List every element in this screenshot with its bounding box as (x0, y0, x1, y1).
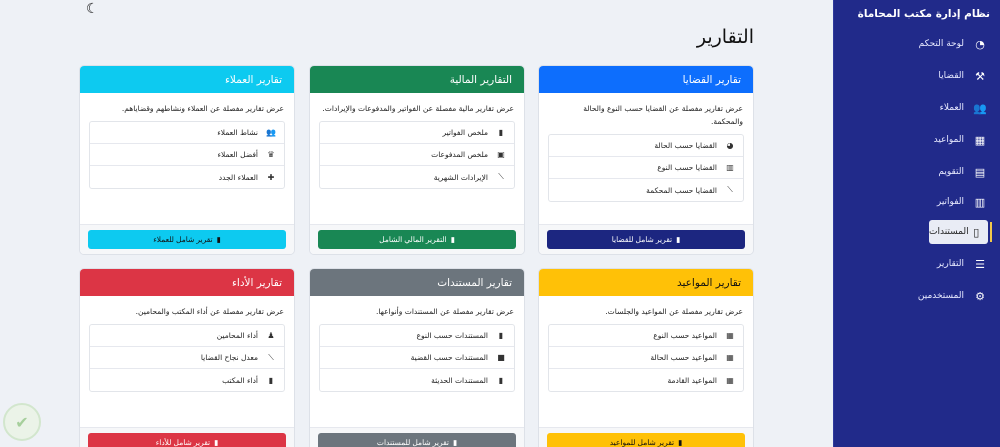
pie-chart-icon: ◕ (726, 141, 734, 150)
sidebar-item-label: المواعيد (933, 135, 964, 145)
file-icon: ▮ (678, 438, 683, 447)
list-item[interactable]: ♟ أداء المحامين (90, 325, 284, 347)
sidebar-item-users[interactable] (833, 284, 1000, 308)
card-description: عرض تقارير مفصلة عن المواعيد والجلسات. (605, 307, 743, 316)
list-item[interactable]: ⟋ معدل نجاح القضايا (90, 347, 284, 369)
sidebar-item-label: المستندات (929, 227, 969, 237)
sidebar-item-calendar[interactable] (833, 160, 1000, 184)
list-item[interactable]: ⟋ الإيرادات الشهرية (320, 166, 514, 188)
list-item[interactable]: ▦ المواعيد القادمة (667, 375, 734, 385)
full-performance-report-button[interactable]: ▮ تقرير شامل للأداء (88, 433, 286, 447)
app-title: نظام إدارة مكتب المحاماة (857, 8, 990, 20)
file-icon: ▮ (676, 235, 681, 244)
building-icon: ▮ (268, 375, 274, 385)
full-appointments-report-button[interactable]: ▮ تقرير شامل للمواعيد (547, 433, 745, 447)
card-description: عرض تقارير مفصلة عن المستندات وأنواعها. (376, 307, 514, 316)
full-clients-report-button[interactable]: ▮ تقرير شامل للعملاء (88, 230, 286, 249)
card-title: تقارير المستندات (310, 269, 524, 296)
card-description: عرض تقارير مفصلة عن أداء المكتب والمحامين. (135, 307, 284, 316)
list-item[interactable]: ▮ أداء المكتب (90, 369, 284, 391)
invoice-icon: ▮ (498, 128, 504, 137)
list-item[interactable]: ▣ ملخص المدفوعات (320, 144, 514, 166)
sidebar-item-cases[interactable] (833, 64, 1000, 88)
finance-report-card (309, 65, 525, 255)
sidebar-item-invoices[interactable] (833, 190, 1000, 214)
sidebar-item-label: التقارير (936, 259, 964, 269)
file-icon: ▯ (973, 225, 980, 239)
report-list (548, 134, 744, 202)
file-clock-icon: ▮ (498, 375, 504, 385)
list-item[interactable]: ▦ المواعيد حسب الحالة (549, 347, 743, 369)
sidebar-item-documents[interactable] (929, 220, 988, 244)
shield-logo-icon: ✔ (3, 403, 41, 441)
report-list (89, 121, 285, 189)
folder-icon: ■ (497, 353, 505, 362)
report-list (89, 324, 285, 392)
page-title: التقارير (696, 26, 754, 48)
clients-report-card (79, 65, 295, 255)
line-chart-icon: ⟋ (727, 185, 733, 194)
list-item[interactable]: ◕ القضايا حسب الحالة (549, 135, 743, 157)
sidebar-item-label: القضايا (938, 71, 964, 81)
sidebar-item-label: التقويم (938, 167, 964, 177)
users-icon: 👥 (973, 101, 987, 115)
calendar-day-icon: ▦ (726, 375, 734, 385)
sidebar-item-clients[interactable] (833, 96, 1000, 120)
list-item[interactable]: ▥ القضايا حسب النوع (549, 157, 743, 179)
gavel-icon: ⚒ (975, 69, 985, 83)
calendar-check-icon: ▦ (726, 353, 734, 362)
sidebar-item-appointments[interactable] (833, 128, 1000, 152)
report-list (319, 121, 515, 189)
appointments-report-card (538, 268, 754, 447)
card-title: تقارير العملاء (80, 66, 294, 93)
performance-report-card (79, 268, 295, 447)
trophy-icon: ♛ (267, 150, 275, 159)
list-item[interactable]: ▦ المواعيد حسب النوع (549, 325, 743, 347)
report-icon: ☰ (975, 257, 985, 271)
full-documents-report-button[interactable]: ▮ تقرير شامل للمستندات (318, 433, 516, 447)
dark-mode-toggle-icon[interactable]: ☾ (86, 1, 99, 17)
list-item[interactable]: ▮ المستندات الحديثة (320, 369, 514, 391)
list-item[interactable]: 👥 نشاط العملاء (90, 122, 284, 144)
sidebar-item-label: العملاء (939, 103, 964, 113)
user-gear-icon: ⚙ (975, 289, 985, 303)
file-icon: ▮ (450, 235, 455, 244)
list-item[interactable]: ✚ العملاء الجدد (218, 172, 275, 182)
sidebar-item-reports[interactable] (833, 252, 1000, 276)
card-description: عرض تقارير مفصلة عن العملاء ونشاطهم وقضاياهم. (121, 104, 284, 113)
full-finance-report-button[interactable]: ▮ التقرير المالي الشامل (318, 230, 516, 249)
calendar-icon: ▦ (974, 133, 986, 147)
report-list (548, 324, 744, 392)
card-description: عرض تقارير مالية مفصلة عن الفواتير والمدفوعات والإيرادات. (322, 104, 514, 113)
report-list (319, 324, 515, 392)
file-icon: ▮ (452, 438, 458, 447)
card-title: تقارير المواعيد (539, 269, 753, 296)
calendar-grid-icon: ▤ (974, 165, 986, 179)
list-item[interactable]: ♛ أفضل العملاء (90, 144, 284, 166)
list-item[interactable]: ■ المستندات حسب القضية (320, 347, 514, 369)
list-item[interactable]: ▮ ملخص الفواتير (320, 122, 514, 144)
sidebar-item-label: لوحة التحكم (918, 39, 964, 49)
file-icon: ▮ (498, 331, 504, 340)
calendar-icon: ▦ (726, 331, 734, 340)
sidebar-item-dashboard[interactable] (833, 32, 1000, 56)
card-title: تقارير الأداء (80, 269, 294, 296)
list-item[interactable]: ▮ المستندات حسب النوع (320, 325, 514, 347)
invoice-icon: ▥ (974, 195, 986, 209)
cases-report-card (538, 65, 754, 255)
line-chart-icon: ⟋ (498, 172, 504, 181)
user-tie-icon: ♟ (267, 331, 275, 340)
file-icon: ▮ (216, 235, 221, 244)
card-title: التقارير المالية (310, 66, 524, 93)
list-item[interactable]: ⟋ القضايا حسب المحكمة (549, 179, 743, 201)
sidebar-item-label: المستخدمين (917, 291, 964, 301)
file-icon: ▮ (214, 438, 219, 447)
bar-chart-icon: ▥ (726, 163, 734, 172)
card-title: تقارير القضايا (539, 66, 753, 93)
sidebar (833, 0, 1000, 447)
documents-report-card (309, 268, 525, 447)
user-plus-icon: ✚ (267, 172, 275, 182)
sidebar-item-label: الفواتير (936, 197, 964, 207)
full-cases-report-button[interactable]: ▮ تقرير شامل للقضايا (547, 230, 745, 249)
line-chart-icon: ⟋ (268, 352, 274, 362)
money-icon: ▣ (497, 150, 505, 159)
users-icon: 👥 (266, 128, 276, 137)
card-description: عرض تقارير مفصلة عن القضايا حسب النوع والحالة والمحكمة. (583, 104, 743, 126)
dashboard-icon: ◔ (975, 37, 985, 51)
